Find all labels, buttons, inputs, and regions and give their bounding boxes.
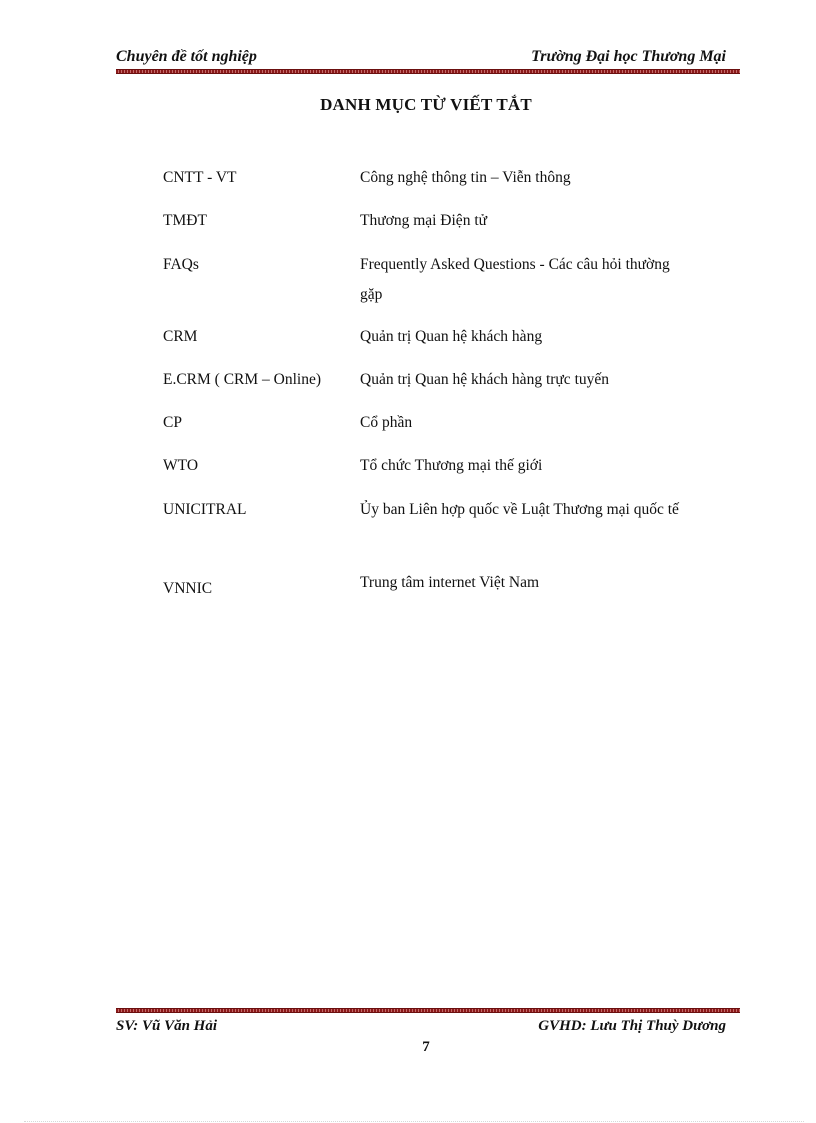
page-number: 7 [422, 1039, 430, 1055]
abbreviation-term: TMĐT [163, 212, 207, 229]
abbreviation-term: CP [163, 414, 182, 431]
abbreviation-meaning: Thương mại Điện tử [360, 212, 488, 229]
page-title: DANH MỤC TỪ VIẾT TẮT [320, 95, 532, 114]
footer-rule [116, 1008, 740, 1013]
header-left-text: Chuyên đề tốt nghiệp [116, 48, 257, 65]
abbreviation-term: WTO [163, 457, 199, 474]
abbreviation-meaning: Quản trị Quan hệ khách hàng trực tuyến [360, 371, 609, 388]
abbreviation-meaning: Frequently Asked Questions - Các câu hỏi thường gặp [360, 256, 670, 303]
abbreviation-term: CRM [163, 328, 198, 345]
footer-supervisor-name: GVHD: Lưu Thị Thuỳ Dương [538, 1018, 726, 1034]
abbreviation-term: CNTT - VT [163, 169, 237, 186]
abbreviation-meaning: Cổ phần [360, 414, 413, 431]
abbreviation-meaning: Trung tâm internet Việt Nam [360, 574, 540, 591]
footer-student-name: SV: Vũ Văn Hải [116, 1018, 218, 1034]
abbreviation-meaning: Quản trị Quan hệ khách hàng [360, 328, 543, 345]
abbreviation-term: E.CRM ( CRM – Online) [163, 371, 322, 388]
page-bottom-divider [24, 1121, 804, 1122]
page-footer [116, 1018, 740, 1038]
header-rule [116, 69, 740, 74]
abbreviation-term: VNNIC [163, 580, 213, 597]
abbreviation-term: UNICITRAL [163, 501, 247, 518]
abbreviation-meaning: Công nghệ thông tin – Viễn thông [360, 169, 571, 186]
abbreviation-term: FAQs [163, 256, 199, 273]
page-header [116, 48, 740, 68]
abbreviation-meaning: Tổ chức Thương mại thế giới [360, 457, 543, 474]
abbreviation-meaning: Ủy ban Liên hợp quốc về Luật Thương mại quốc tế [360, 501, 679, 518]
header-right-text: Trường Đại học Thương Mại [531, 48, 726, 65]
